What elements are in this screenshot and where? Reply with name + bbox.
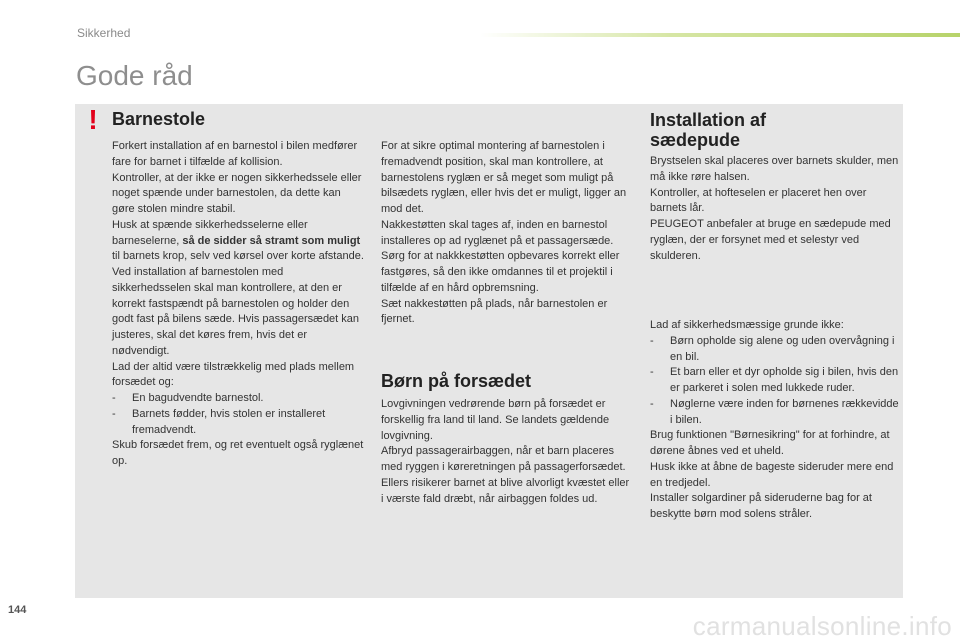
list-item-text: Barnets fødder, hvis stolen er installeret fremadvendt. [132,407,326,436]
warning-icon: ! [88,104,98,135]
paragraph: Husk ikke at åbne de bageste sideruder mere end en tredjedel. [650,460,894,489]
paragraph: Afbryd passagerairbaggen, når et barn placeres med ryggen i køreretningen på passagerforsædet. Ellers risikerer barnet at blive alvorligt kvæstet eller i værste fald dræbt, når airbaggen foldes ud. [381,445,630,505]
watermark: carmanualsonline.info [692,611,952,641]
list-item: - Børn opholde sig alene og uden overvågning i en bil. [650,334,900,366]
barnestole-text [112,139,364,470]
text-run: Husk at spænde sikkerhedsselerne eller barneselerne, [112,218,308,247]
list-item-text: Et barn eller et dyr opholde sig i bilen, hvis den er parkeret i solen med lukkede ruder. [670,366,899,394]
heading-line: Installation af [650,110,767,130]
list-item: - En bagudvendte barnestol. [112,391,364,407]
list-item: - Nøglerne være inden for børnenes rækkevidde i bilen. [650,397,900,429]
paragraph: Kontroller, at der ikke er nogen sikkerhedssele eller noget spænde under barnestolen, da dette kan gøre stolen mindre stabil. [112,171,362,215]
paragraph: Brystselen skal placeres over barnets skulder, men må ikke røre halsen. [650,155,899,183]
paragraph: Lad der altid være tilstrækkelig med plads mellem forsædet og: [112,360,355,389]
list-item-text: Børn opholde sig alene og uden overvågning i en bil. [670,334,895,363]
page-number: 144 [8,604,27,616]
sikkerhed-grunde-text [650,318,900,523]
list-item: - Et barn eller et dyr opholde sig i bilen, hvis den er parkeret i solen med lukkede ruder. [650,365,900,397]
paragraph: Skub forsædet frem, og ret eventuelt også ryglænet op. [112,439,364,467]
section-label: Sikkerhed [77,26,131,40]
paragraph: Kontroller, at hofteselen er placeret hen over barnets lår. [650,186,867,215]
heading-line: sædepude [650,130,741,150]
text-run: til barnets krop, selv ved kørsel over korte afstande. [112,250,364,263]
boern-text [381,397,631,507]
paragraph: Nakkestøtten skal tages af, inden en barnestol installeres op ad ryglænet på et passagersæde. [381,218,614,247]
paragraph: Lad af sikkerhedsmæssige grunde ikke: [650,319,844,331]
paragraph: Installer solgardiner på sideruderne bag for at beskytte børn mod solens stråler. [650,492,872,520]
paragraph: Forkert installation af en barnestol i bilen medfører fare for barnet i tilfælde af kollision. [112,140,358,168]
heading-installation [650,110,900,150]
emphasis: så de sidder så stramt som muligt [182,234,361,247]
paragraph [112,218,364,265]
paragraph: PEUGEOT anbefaler at bruge en sædepude med ryglæn, der er forsynet med et selestyr ved skulderen. [650,218,891,262]
list-item-text: Nøglerne være inden for børnenes rækkevidde i bilen. [670,397,899,426]
paragraph: Sørg for at nakkkestøtten opbevares korrekt eller fastgøres, så den ikke omdannes til et projektil i tilfælde af en hård opbremsning. [381,250,620,294]
installation-text [650,154,900,264]
page-title: Gode råd [76,60,193,91]
montering-text [381,139,631,328]
list-item: - Barnets fødder, hvis stolen er installeret fremadvendt. [112,407,364,439]
list-item-text: En bagudvendte barnestol. [132,392,264,404]
paragraph: Sæt nakkestøtten på plads, når barnestolen er fjernet. [381,297,608,326]
paragraph: Ved installation af barnestolen med sikkerhedsselen skal man kontrollere, at den er korrekt fastspændt på barnestolen og holder den godt fast på bilens sæde. Hvis passagersædet kan justeres, skal det køres frem, hvis det er nødvendigt. [112,266,360,357]
header-rule [480,33,960,37]
paragraph: For at sikre optimal montering af barnestolen i fremadvendt position, skal man kontrollere, at barnestolens ryglæn er så meget som muligt på bilsædets ryglæn, eller hvis det er muligt, ligger an mod det. [381,140,627,215]
heading-barnestole: Barnestole [112,109,206,129]
paragraph: Brug funktionen "Børnesikring" for at forhindre, at dørene åbnes ved et uheld. [650,429,890,457]
paragraph: Lovgivningen vedrørende børn på forsædet er forskellig fra land til land. Se landets gældende lovgivning. [381,398,610,442]
heading-boern-paa-forsaedet: Børn på forsædet [381,371,532,391]
